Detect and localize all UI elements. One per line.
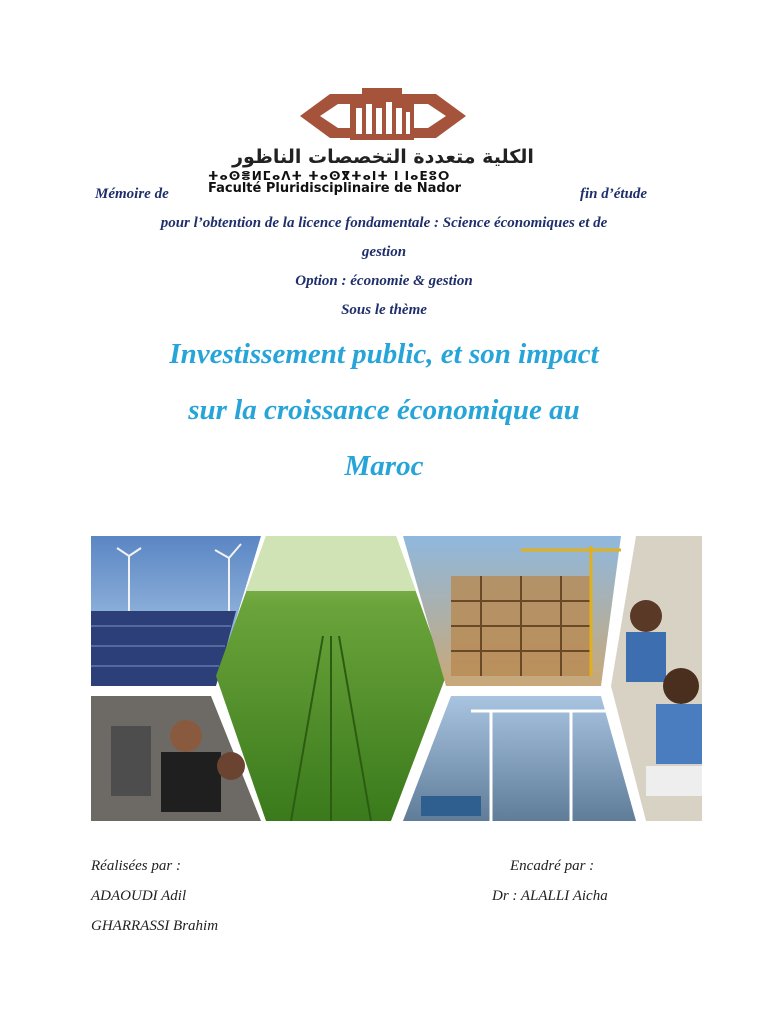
supervisor-name: Dr : ALALLI Aicha <box>492 888 608 904</box>
thesis-title-line-1: Investissement public, et son impact <box>169 338 599 370</box>
logo-tifinagh-text: ⵜⴰⵙⴻⵍⵎⴰⴷⵜ ⵜⴰⵙⴳⵜⴰⵏⵜ ⵏ ⵏⴰⴹⵓⵔ <box>208 169 451 183</box>
logo-arabic-text: الكلية متعددة التخصصات الناظور <box>232 146 534 168</box>
author-name-2: GHARRASSI Brahim <box>91 918 219 934</box>
realisees-par-label: Réalisées par : <box>91 858 181 874</box>
option-line: Option : économie & gestion <box>295 273 473 289</box>
encadre-par-label: Encadré par : <box>510 858 595 874</box>
fin-etude-text: fin d’étude <box>580 186 648 202</box>
faculty-emblem-icon <box>300 86 466 146</box>
faculty-logo <box>200 86 566 196</box>
sous-le-theme-line: Sous le thème <box>341 302 427 318</box>
memoire-de-text: Mémoire de <box>95 186 169 202</box>
thesis-title-line-3: Maroc <box>344 450 424 482</box>
thesis-title <box>84 326 684 494</box>
author-name-1: ADAOUDI Adil <box>91 888 187 904</box>
thesis-title-line-2: sur la croissance économique au <box>188 394 580 426</box>
economy-photo-collage <box>91 536 702 821</box>
licence-line-2: gestion <box>361 244 407 260</box>
licence-line-1: pour l’obtention de la licence fondamentale : Science économiques et de <box>160 215 608 231</box>
logo-french-text: Faculté Pluridisciplinaire de Nador <box>208 181 462 196</box>
